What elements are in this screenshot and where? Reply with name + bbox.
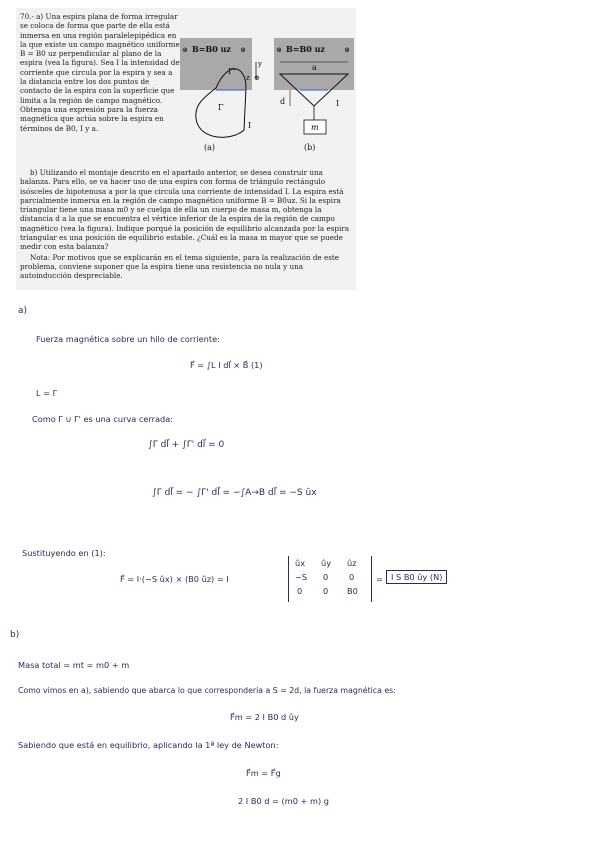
a-line-6: ∫Γ dl⃗ = − ∫Γ' dl⃗ = −∫A→B dl⃗ = −S ûx: [152, 488, 317, 498]
svg-text:Γ: Γ: [218, 103, 224, 112]
section-b-label: b): [10, 630, 20, 640]
section-a-label: a): [18, 306, 28, 316]
svg-text:(b): (b): [304, 143, 316, 152]
svg-text:y: y: [258, 60, 262, 68]
a-line-7: Sustituyendo en (1):: [22, 548, 106, 558]
a-line-8: F⃗ = I·(−S ûx) × (B0 ûz) = I: [120, 574, 229, 584]
determinant: ûx ûy ûz −S 0 0 0 0 B0: [288, 556, 372, 602]
result-equals: =: [376, 574, 383, 584]
b-line-3: F⃗m = 2 I B0 d ûy: [230, 712, 299, 722]
svg-text:a: a: [312, 63, 317, 72]
svg-text:⊕: ⊕: [254, 74, 260, 82]
svg-text:⊛: ⊛: [240, 46, 246, 54]
svg-text:d: d: [280, 97, 286, 106]
svg-text:I: I: [336, 99, 340, 108]
b-line-5: F⃗m = F⃗g: [246, 768, 281, 778]
problem-intro-text: 70.- a) Una espira plana de forma irregular se coloca de forma que parte de ella está inmersa en una región paralelepipédica en la que existe un campo magnético uniforme B = B0 uz perpendicular al plano de la espira (vea la figura). Sea I la intensidad de corriente que circula por la espira y sea a la distancia entre los dos puntos de contacto de la espira con la superficie que limita a la región de campo magnético. Obtenga una expresión para la fuerza magnética que actúa sobre la espira en términos de B0, I y a.: [20, 12, 180, 133]
a-line-2: F⃗ = ∫L I dl⃗ × B⃗ (1): [190, 360, 263, 370]
svg-text:(a): (a): [204, 143, 216, 152]
a-line-1: Fuerza magnética sobre un hilo de corriente:: [36, 334, 220, 344]
b-line-4: Sabiendo que está en equilibrio, aplicando la 1ª ley de Newton:: [18, 740, 279, 750]
problem-figure: [176, 10, 356, 160]
svg-text:Γ': Γ': [228, 67, 236, 76]
svg-text:⊛: ⊛: [182, 46, 188, 54]
svg-text:z: z: [246, 74, 250, 82]
b-line-6: 2 I B0 d = (m0 + m) g: [238, 796, 329, 806]
field-label-a: B=B0 uz: [192, 44, 231, 54]
a-line-4: Como Γ ∪ Γ' es una curva cerrada:: [32, 414, 174, 424]
svg-text:⊛: ⊛: [276, 46, 282, 54]
svg-text:I: I: [248, 121, 252, 130]
svg-text:⊛: ⊛: [344, 46, 350, 54]
field-label-b: B=B0 uz: [286, 44, 325, 54]
a-line-3: L = Γ: [36, 388, 58, 398]
a-line-5: ∫Γ dl⃗ + ∫Γ' dl⃗ = 0: [148, 440, 225, 450]
svg-text:m: m: [311, 123, 319, 132]
problem-part-b-text: b) Utilizando el montaje descrito en el apartado anterior, se desea construir una balanza. Para ello, se va hacer uso de una espira con forma de triángulo rectángulo isósceles de hipotenusa a por la que circula una corriente de intensidad I. La espira está parcialmente inmersa en la región de campo magnético uniforme B = B0uz. Si la espira triangular tiene una masa m0 y se cuelga de ella un cuerpo de masa m, obtenga la distancia d a la que se encuentra el vértice inferior de la espira de la región de campo magnético (vea la figura). Indique porqué la posición de equilibrio alcanzada por la espira triangular es una posición de equilibrio estable. ¿Cuál es la masa m mayor que se puede medir con esta balanza? Nota: Por motivos que se explicarán en el tema siguiente, para la realización de este problema, conviene suponer que la espira tiene una resistencia no nula y una autoinducción despreciable.: [20, 168, 350, 281]
b-line-2: Como vimos en a), sabiendo que abarca lo que correspondería a S = 2d, la fuerza magnética es:: [18, 686, 396, 695]
problem-statement: [16, 8, 356, 290]
b-line-1: Masa total = mt = m0 + m: [18, 660, 130, 670]
result-box-a: I S B0 ûy (N): [386, 570, 447, 584]
